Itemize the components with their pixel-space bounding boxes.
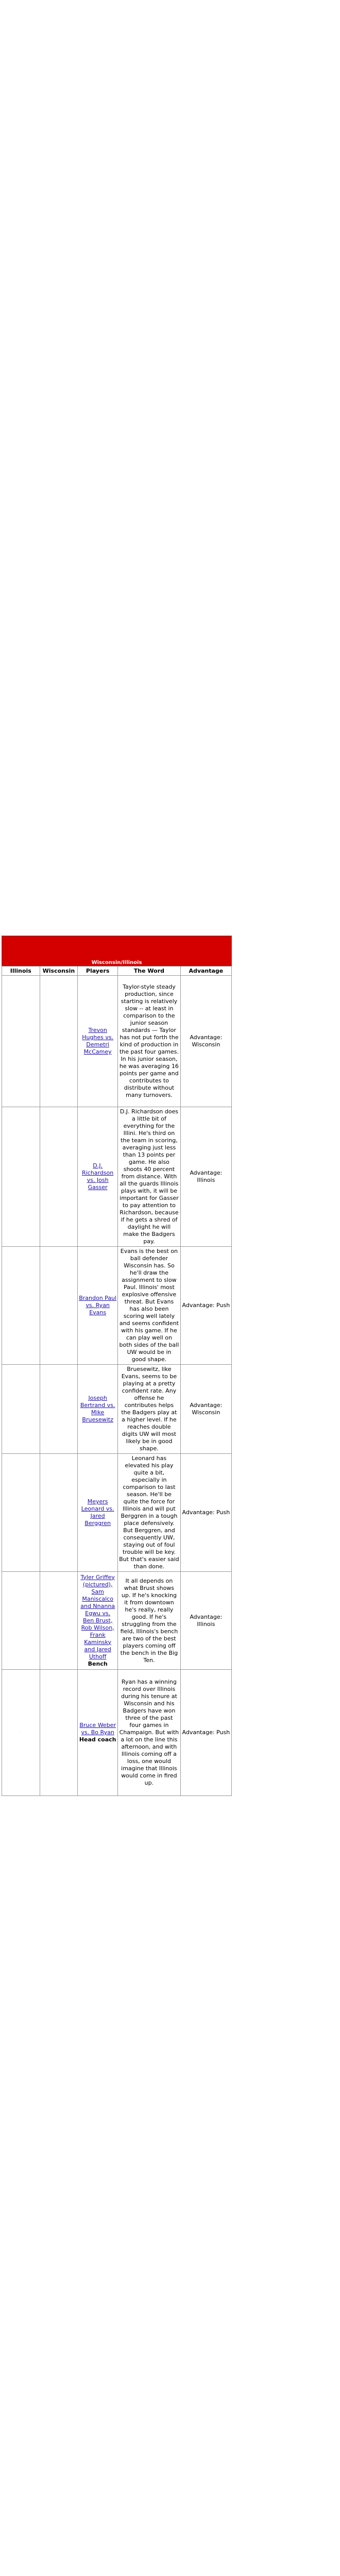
players-cell bbox=[78, 1670, 118, 1796]
word-cell: D.J. Richardson does a little bit of everything for the Illini. He's third on the team in scoring, averaging just less than 13 points per game. He also shoots 40 percent from distance. With all the guards Illinois plays with, it will be important for Gasser to pay attention to Richardson, because if he gets a shred of daylight he will make the Badgers pay. bbox=[118, 1107, 181, 1247]
player-matchup-link[interactable]: Trevon Hughes vs. Demetri McCamey bbox=[82, 1027, 114, 1055]
player-matchup-link[interactable]: Bruce Weber vs. Bo Ryan bbox=[79, 1722, 116, 1736]
table-row bbox=[2, 1670, 232, 1796]
word-cell: Bruesewitz, like Evans, seems to be playing at a pretty confident rate. Any offense he contributes helps the Badgers play at a higher level. If he reaches double digits UW will most likely be in good shape. bbox=[118, 1365, 181, 1454]
player-matchup-link[interactable]: D.J. Richardson vs. Josh Gasser bbox=[82, 1162, 114, 1191]
players-cell bbox=[78, 1572, 118, 1670]
table-row bbox=[2, 1572, 232, 1670]
header-word: The Word bbox=[118, 967, 181, 976]
players-cell bbox=[78, 976, 118, 1107]
table-row bbox=[2, 1247, 232, 1365]
header-players: Players bbox=[78, 967, 118, 976]
table-row bbox=[2, 1107, 232, 1247]
illinois-player-photo-cell bbox=[2, 1670, 40, 1796]
wisconsin-player-photo-cell bbox=[40, 1454, 78, 1572]
wisconsin-player-photo-cell bbox=[40, 1107, 78, 1247]
wisconsin-player-photo-cell bbox=[40, 1247, 78, 1365]
advantage-cell: Advantage: Push bbox=[180, 1247, 231, 1365]
wisconsin-player-photo-cell bbox=[40, 1365, 78, 1454]
table-title: Wisconsin/Illinois bbox=[91, 960, 142, 965]
matchup-role-label: Bench bbox=[88, 1660, 108, 1667]
word-cell: Taylor-style steady production, since starting is relatively slow -- at least in comparison to the junior season standards — Taylor has not put forth the kind of production in the past four games. In his junior season, he was averaging 16 points per game and contributes to distribute without many turnovers. bbox=[118, 976, 181, 1107]
word-cell: It all depends on what Brust shows up. If he's knocking it from downtown he's really, really good. If he's struggling from the field, Illinois's bench are two of the best players coming off the bench in the Big Ten. bbox=[118, 1572, 181, 1670]
players-cell bbox=[78, 1247, 118, 1365]
word-cell: Evans is the best on ball defender Wisconsin has. So he'll draw the assignment to slow Paul. Illinois' most explosive offensive threat. But Evans has also been scoring well lately and seems confident with his game. If he can play well on both sides of the ball UW would be in good shape. bbox=[118, 1247, 181, 1365]
matchup-role-label: Head coach bbox=[79, 1736, 116, 1743]
wisconsin-player-photo-cell bbox=[40, 1670, 78, 1796]
players-cell bbox=[78, 1365, 118, 1454]
player-matchup-link[interactable]: Joseph Bertrand vs. Mike Bruesewitz bbox=[80, 1395, 115, 1423]
table-row bbox=[2, 1365, 232, 1454]
illinois-player-photo-cell bbox=[2, 1365, 40, 1454]
player-matchup-link[interactable]: Meyers Leonard vs. Jared Berggren bbox=[81, 1498, 114, 1527]
matchup-table bbox=[2, 936, 232, 1796]
matchup-body bbox=[2, 976, 232, 1796]
word-cell: Leonard has elevated his play quite a bit, especially in comparison to last season. He'll be quite the force for Illinois and will put Berggren in a tough place defensively. But Berggren, and consequently UW, staying out of foul trouble will be key. But that's easier said than done. bbox=[118, 1454, 181, 1572]
table-row bbox=[2, 1454, 232, 1572]
wisconsin-player-photo-cell bbox=[40, 976, 78, 1107]
advantage-cell: Advantage: Illinois bbox=[180, 1107, 231, 1247]
advantage-cell: Advantage: Wisconsin bbox=[180, 1365, 231, 1454]
advantage-cell: Advantage: Wisconsin bbox=[180, 976, 231, 1107]
header-illinois: Illinois bbox=[2, 967, 40, 976]
header-row bbox=[2, 967, 232, 976]
illinois-player-photo-cell bbox=[2, 976, 40, 1107]
word-cell: Ryan has a winning record over Illinois during his tenure at Wisconsin and his Badgers have won three of the past four games in Champaign. But with a lot on the line this afternoon, and with Illinois coming off a loss, one would imagine that Illinois would come in fired up. bbox=[118, 1670, 181, 1796]
header-wisconsin: Wisconsin bbox=[40, 967, 78, 976]
table-row bbox=[2, 976, 232, 1107]
players-cell bbox=[78, 1454, 118, 1572]
illinois-player-photo-cell bbox=[2, 1572, 40, 1670]
advantage-cell: Advantage: Push bbox=[180, 1670, 231, 1796]
image-placeholder-icon: · bbox=[20, 1730, 22, 1736]
player-matchup-link[interactable]: Tyler Griffey (pictured), Sam Maniscalco and Nnanna Egwu vs. Ben Brust, Rob Wilson, Frank Kaminsky and Jared Uthoff bbox=[80, 1573, 115, 1660]
players-cell bbox=[78, 1107, 118, 1247]
player-matchup-link[interactable]: Brandon Paul vs. Ryan Evans bbox=[79, 1295, 117, 1316]
illinois-player-photo-cell bbox=[2, 1107, 40, 1247]
wisconsin-player-photo-cell bbox=[40, 1572, 78, 1670]
illinois-player-photo-cell bbox=[2, 1454, 40, 1572]
illinois-player-photo-cell bbox=[2, 1247, 40, 1365]
advantage-cell: Advantage: Illinois bbox=[180, 1572, 231, 1670]
table-caption bbox=[2, 936, 232, 966]
header-advantage: Advantage bbox=[180, 967, 231, 976]
advantage-cell: Advantage: Push bbox=[180, 1454, 231, 1572]
